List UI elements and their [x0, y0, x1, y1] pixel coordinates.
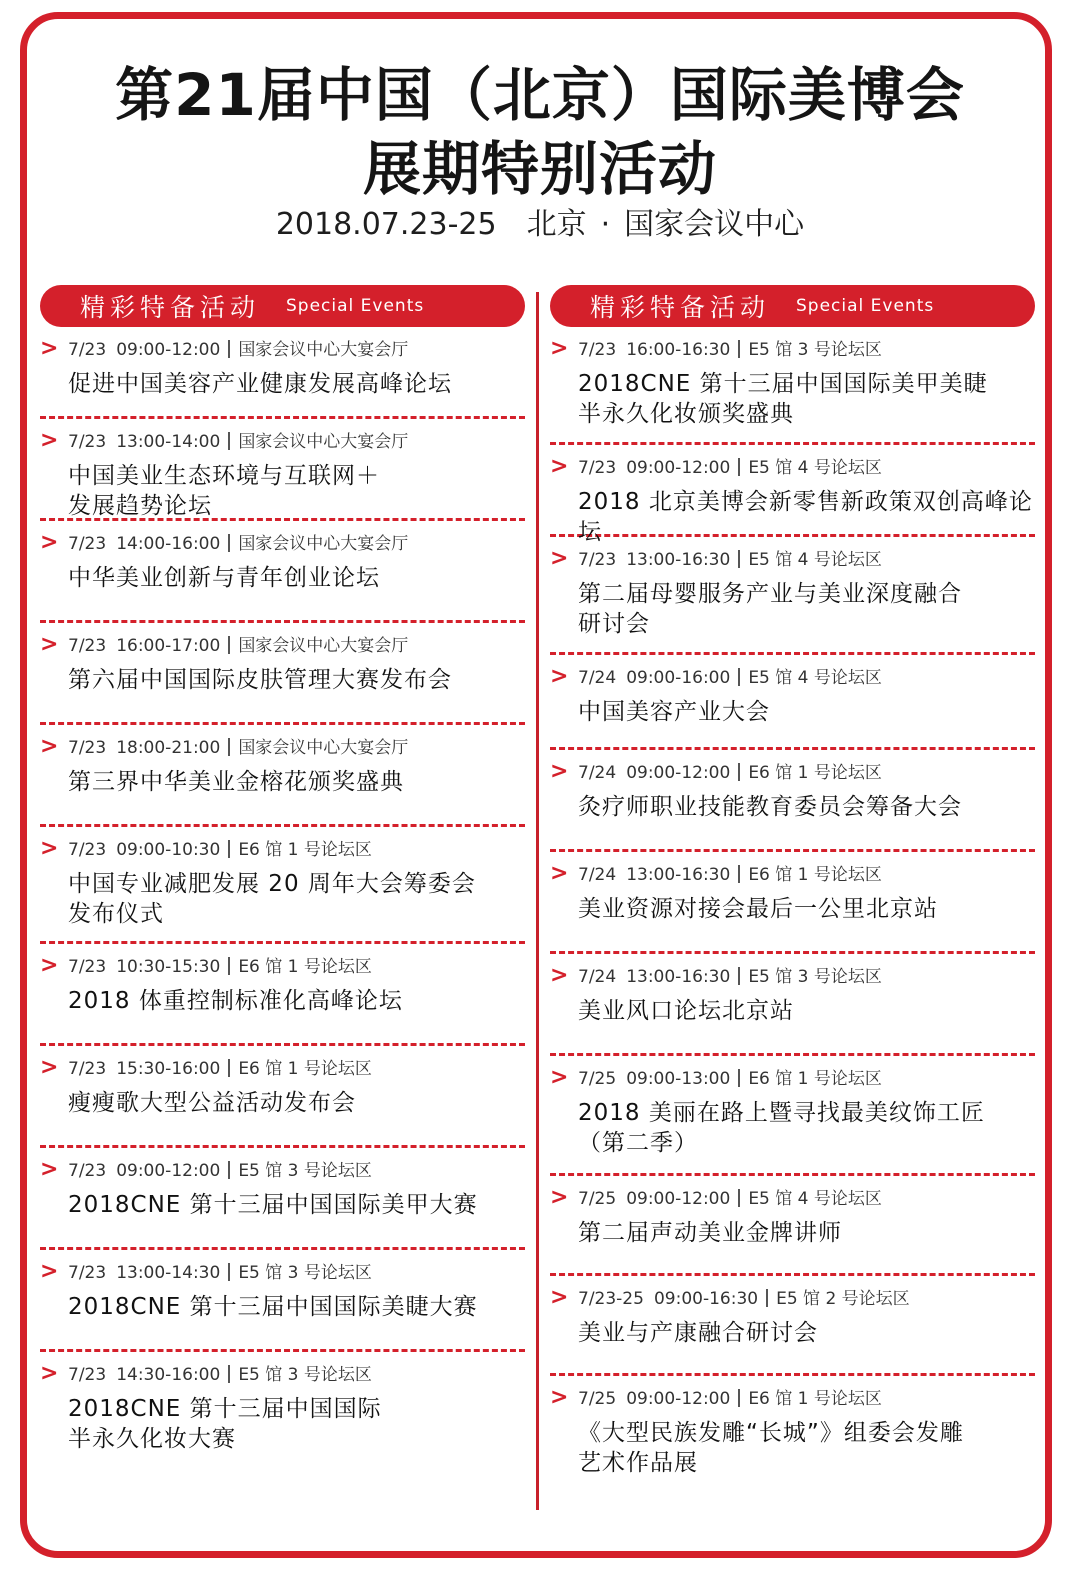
event-list-right — [550, 327, 1035, 1486]
left-column — [40, 285, 525, 1477]
meta-separator — [228, 1365, 230, 1383]
meta-separator — [738, 763, 740, 781]
section-label-en: Special Events — [796, 296, 935, 316]
meta-separator — [738, 458, 740, 476]
event-day: 7/23-25 — [578, 1289, 644, 1309]
event-item — [40, 419, 525, 521]
event-item — [550, 750, 1035, 852]
event-title: 美业风口论坛北京站 — [578, 998, 794, 1024]
event-time: 09:00-13:00 — [626, 1069, 731, 1089]
event-time: 09:00-12:00 — [116, 1161, 221, 1181]
event-title: 中国美容产业大会 — [578, 699, 770, 725]
event-item — [550, 1056, 1035, 1176]
event-time: 13:00-16:30 — [626, 550, 731, 570]
event-meta — [68, 339, 408, 361]
chevron-right-icon: > — [550, 861, 569, 886]
event-item — [40, 1148, 525, 1250]
event-day: 7/23 — [578, 550, 617, 570]
event-meta — [68, 635, 408, 657]
chevron-right-icon: > — [40, 1259, 59, 1284]
event-meta — [578, 762, 882, 784]
event-day: 7/23 — [68, 840, 107, 860]
event-location: E5 馆 3 号论坛区 — [238, 1365, 372, 1385]
event-time: 14:00-16:00 — [116, 534, 221, 554]
meta-separator — [228, 738, 230, 756]
event-location: E5 馆 4 号论坛区 — [748, 1189, 882, 1209]
event-day: 7/23 — [68, 1161, 107, 1181]
event-item — [550, 852, 1035, 954]
chevron-right-icon: > — [550, 963, 569, 988]
event-day: 7/25 — [578, 1389, 617, 1409]
meta-separator — [228, 534, 230, 552]
event-location: E6 馆 1 号论坛区 — [238, 957, 372, 977]
event-title: 中国美业生态环境与互联网＋ 发展趋势论坛 — [68, 463, 380, 519]
meta-separator — [738, 1189, 740, 1207]
meta-separator — [738, 967, 740, 985]
chevron-right-icon: > — [550, 1065, 569, 1090]
event-time: 09:00-10:30 — [116, 840, 221, 860]
event-title: 第二届母婴服务产业与美业深度融合 研讨会 — [578, 581, 962, 637]
event-location: E5 馆 3 号论坛区 — [238, 1161, 372, 1181]
event-meta — [68, 1364, 372, 1386]
meta-separator — [738, 865, 740, 883]
event-day: 7/23 — [578, 340, 617, 360]
event-meta — [578, 864, 882, 886]
event-location: E5 馆 4 号论坛区 — [748, 550, 882, 570]
event-title: 第六届中国国际皮肤管理大赛发布会 — [68, 667, 452, 693]
event-day: 7/24 — [578, 865, 617, 885]
event-title: 美业资源对接会最后一公里北京站 — [578, 896, 938, 922]
event-item — [550, 1376, 1035, 1486]
event-title: 《大型民族发雕“长城”》组委会发雕 艺术作品展 — [578, 1420, 964, 1476]
event-time: 09:00-12:00 — [626, 458, 731, 478]
chevron-right-icon: > — [40, 428, 59, 453]
event-location: E5 馆 3 号论坛区 — [238, 1263, 372, 1283]
event-time: 13:00-16:30 — [626, 865, 731, 885]
event-title: 促进中国美容产业健康发展高峰论坛 — [68, 371, 452, 397]
poster-subtitle-title: 展期特别活动 — [362, 135, 717, 203]
event-location: E5 馆 4 号论坛区 — [748, 458, 882, 478]
event-time: 16:00-17:00 — [116, 636, 221, 656]
event-location: E6 馆 1 号论坛区 — [238, 840, 372, 860]
event-location: E5 馆 4 号论坛区 — [748, 668, 882, 688]
meta-separator — [228, 340, 230, 358]
event-title: 中国专业减肥发展 20 周年大会筹委会 发布仪式 — [68, 871, 476, 927]
event-item — [40, 827, 525, 944]
event-time: 09:00-12:00 — [626, 763, 731, 783]
meta-separator — [228, 636, 230, 654]
event-time: 15:30-16:00 — [116, 1059, 221, 1079]
event-location: 国家会议中心大宴会厅 — [238, 738, 409, 758]
event-meta — [68, 1262, 372, 1284]
event-title: 2018 美丽在路上暨寻找最美纹饰工匠 （第二季） — [578, 1100, 985, 1156]
event-location: 国家会议中心大宴会厅 — [238, 636, 409, 656]
event-title: 2018 北京美博会新零售新政策双创高峰论坛 — [578, 489, 1033, 545]
event-meta — [68, 1058, 372, 1080]
meta-separator — [228, 957, 230, 975]
event-date: 2018.07.23-25 — [275, 207, 497, 242]
event-time: 09:00-12:00 — [626, 1189, 731, 1209]
event-item — [40, 944, 525, 1046]
chevron-right-icon: > — [550, 1385, 569, 1410]
event-title: 美业与产康融合研讨会 — [578, 1320, 818, 1346]
event-meta — [578, 1068, 882, 1090]
event-day: 7/25 — [578, 1189, 617, 1209]
event-list-left — [40, 327, 525, 1477]
chevron-right-icon: > — [40, 734, 59, 759]
meta-separator — [738, 1069, 740, 1087]
event-item — [40, 623, 525, 725]
event-location: 国家会议中心大宴会厅 — [238, 340, 409, 360]
chevron-right-icon: > — [40, 1157, 59, 1182]
chevron-right-icon: > — [40, 632, 59, 657]
event-location: E5 馆 3 号论坛区 — [748, 967, 882, 987]
event-time: 09:00-12:00 — [626, 1389, 731, 1409]
chevron-right-icon: > — [40, 836, 59, 861]
event-day: 7/23 — [68, 432, 107, 452]
event-time: 16:00-16:30 — [626, 340, 731, 360]
event-item — [550, 655, 1035, 750]
event-location: 国家会议中心大宴会厅 — [238, 534, 409, 554]
event-item — [550, 1176, 1035, 1276]
event-item — [40, 1250, 525, 1352]
event-day: 7/23 — [68, 1059, 107, 1079]
event-location: E5 馆 3 号论坛区 — [748, 340, 882, 360]
chevron-right-icon: > — [550, 664, 569, 689]
meta-separator — [228, 432, 230, 450]
event-day: 7/24 — [578, 763, 617, 783]
event-day: 7/25 — [578, 1069, 617, 1089]
event-meta — [578, 549, 882, 571]
event-item — [40, 725, 525, 827]
event-day: 7/23 — [68, 340, 107, 360]
chevron-right-icon: > — [550, 1185, 569, 1210]
right-column — [550, 285, 1035, 1486]
meta-separator — [228, 1161, 230, 1179]
event-title: 中华美业创新与青年创业论坛 — [68, 565, 380, 591]
event-item — [40, 521, 525, 623]
event-location: E5 馆 2 号论坛区 — [776, 1289, 910, 1309]
separator-dot: · — [600, 207, 611, 242]
poster-title: 第21届中国（北京）国际美博会 — [115, 61, 965, 129]
meta-separator — [738, 340, 740, 358]
event-title: 第三界中华美业金榕花颁奖盛典 — [68, 769, 404, 795]
event-title: 第二届声动美业金牌讲师 — [578, 1220, 842, 1246]
chevron-right-icon: > — [550, 336, 569, 361]
chevron-right-icon: > — [40, 336, 59, 361]
event-title: 2018CNE 第十三届中国国际美甲美睫 半永久化妆颁奖盛典 — [578, 371, 988, 427]
event-meta — [68, 1160, 372, 1182]
event-meta — [68, 533, 408, 555]
event-location: E6 馆 1 号论坛区 — [748, 763, 882, 783]
event-title: 2018CNE 第十三届中国国际 半永久化妆大赛 — [68, 1396, 382, 1452]
event-time: 14:30-16:00 — [116, 1365, 221, 1385]
event-location: 国家会议中心大宴会厅 — [238, 432, 409, 452]
chevron-right-icon: > — [550, 759, 569, 784]
event-day: 7/23 — [68, 957, 107, 977]
event-meta — [68, 839, 372, 861]
event-item — [550, 1276, 1035, 1376]
event-meta — [68, 956, 372, 978]
section-label-zh: 精彩特备活动 — [590, 293, 771, 322]
chevron-right-icon: > — [550, 546, 569, 571]
event-day: 7/23 — [68, 1365, 107, 1385]
event-time: 13:00-14:00 — [116, 432, 221, 452]
chevron-right-icon: > — [550, 1285, 569, 1310]
event-city: 北京 — [526, 207, 587, 242]
meta-separator — [228, 840, 230, 858]
meta-separator — [766, 1289, 768, 1307]
section-label-en: Special Events — [286, 296, 425, 316]
event-time: 13:00-14:30 — [116, 1263, 221, 1283]
event-time: 09:00-12:00 — [116, 340, 221, 360]
chevron-right-icon: > — [550, 454, 569, 479]
chevron-right-icon: > — [40, 1361, 59, 1386]
event-item — [40, 1352, 525, 1477]
event-meta — [578, 1188, 882, 1210]
event-meta — [578, 457, 882, 479]
event-meta — [578, 1388, 882, 1410]
event-meta — [68, 737, 408, 759]
event-venue: 国家会议中心 — [624, 207, 805, 242]
event-day: 7/23 — [68, 636, 107, 656]
event-meta — [578, 966, 882, 988]
event-item — [40, 327, 525, 419]
event-day: 7/23 — [68, 534, 107, 554]
event-location: E6 馆 1 号论坛区 — [748, 1069, 882, 1089]
event-meta — [68, 431, 408, 453]
meta-separator — [738, 550, 740, 568]
event-title: 2018CNE 第十三届中国国际美睫大赛 — [68, 1294, 478, 1320]
event-item — [550, 537, 1035, 655]
meta-separator — [228, 1263, 230, 1281]
event-location: E6 馆 1 号论坛区 — [748, 1389, 882, 1409]
event-time: 10:30-15:30 — [116, 957, 221, 977]
event-meta — [578, 667, 882, 689]
column-divider — [536, 292, 539, 1510]
event-title: 瘦瘦歌大型公益活动发布会 — [68, 1090, 356, 1116]
event-time: 09:00-16:30 — [653, 1289, 759, 1309]
event-location: E6 馆 1 号论坛区 — [748, 865, 882, 885]
event-time: 18:00-21:00 — [116, 738, 221, 758]
meta-separator — [738, 668, 740, 686]
meta-separator — [228, 1059, 230, 1077]
event-date-venue — [0, 205, 1080, 245]
event-day: 7/23 — [578, 458, 617, 478]
meta-separator — [738, 1389, 740, 1407]
section-label-zh: 精彩特备活动 — [80, 293, 261, 322]
event-title: 2018CNE 第十三届中国国际美甲大赛 — [68, 1192, 478, 1218]
event-day: 7/24 — [578, 668, 617, 688]
event-item — [40, 1046, 525, 1148]
event-title: 灸疗师职业技能教育委员会筹备大会 — [578, 794, 962, 820]
event-day: 7/23 — [68, 1263, 107, 1283]
event-item — [550, 445, 1035, 545]
chevron-right-icon: > — [40, 953, 59, 978]
event-time: 13:00-16:30 — [626, 967, 731, 987]
section-header-right — [550, 285, 1035, 327]
event-item — [550, 327, 1035, 445]
event-time: 09:00-16:00 — [626, 668, 731, 688]
event-title: 2018 体重控制标准化高峰论坛 — [68, 988, 403, 1014]
event-day: 7/23 — [68, 738, 107, 758]
event-meta — [578, 1288, 910, 1310]
section-header-left — [40, 285, 525, 327]
event-day: 7/24 — [578, 967, 617, 987]
event-item — [550, 954, 1035, 1056]
chevron-right-icon: > — [40, 530, 59, 555]
chevron-right-icon: > — [40, 1055, 59, 1080]
event-location: E6 馆 1 号论坛区 — [238, 1059, 372, 1079]
event-meta — [578, 339, 882, 361]
